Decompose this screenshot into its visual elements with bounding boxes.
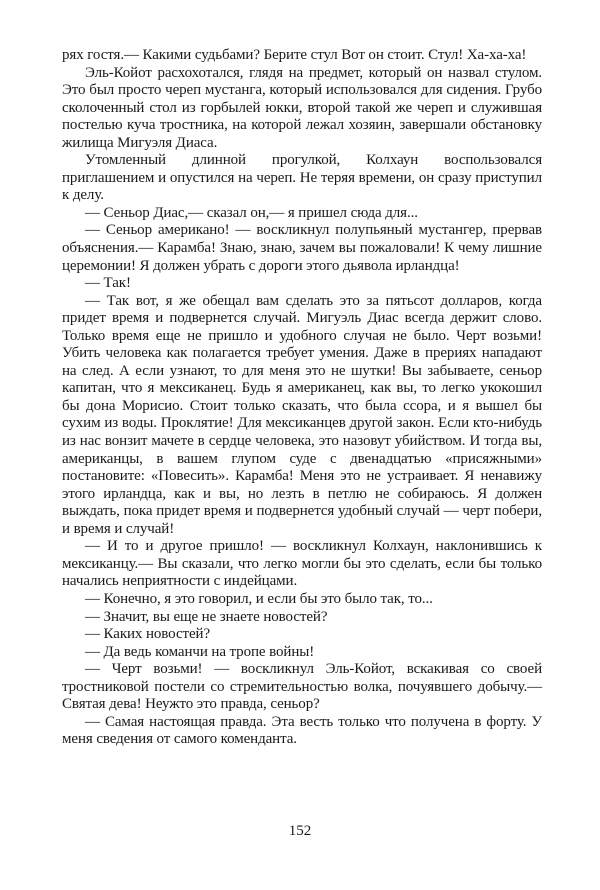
- dialogue-line: — Да ведь команчи на тропе войны!: [85, 643, 315, 660]
- dialogue-line: — Так вот, я же обещал вам сделать это за пятьсот долларов, когда придет время и подвернется случай. Мигуэль Диас всегда держит слово. Только время еще не пришло и удобного случая не было. Черт возьми! Убить человека как полагается требует умения. Даже в прериях нападают на след. А если узнают, то для меня это не шутки! Вы забываете, сеньор капитан, что я мексиканец. Будь я американец, как вы, то легко укокошил бы дона Морисио. Стоит только сказать, что была ссора, и я вышел бы сухим из воды. Проклятие! Для мексиканцев другой закон. Если кто-нибудь из нас вонзит мачете в сердце человека, это назовут убийством. И тогда вы, американцы, в вашем глупом суде с двенадцатью «присяжными» постановите: «Повесить». Карамба! Меня это не устраивает. Я ненавижу этого ирландца, как и вы, но лезть в петлю не собираюсь. Я должен выждать, пока придет время и подвернется удобный случай — черт побери, и время и случай!: [62, 292, 542, 537]
- paragraph-continuation: рях гостя.— Какими судьбами? Берите стул Вот он стоит. Стул! Ха-ха-ха!: [62, 47, 527, 63]
- dialogue-line: — Сеньор Диас,— сказал он,— я пришел сюда для...: [85, 204, 418, 221]
- dialogue-line: — Конечно, я это говорил, и если бы это было так, то...: [85, 590, 433, 607]
- dialogue-line: — Самая настоящая правда. Эта весть только что получена в форту. У меня сведения от самого коменданта.: [62, 713, 542, 748]
- page-number: 152: [288, 823, 312, 839]
- dialogue-line: — Каких новостей?: [85, 626, 211, 643]
- dialogue-line: — И то и другое пришло! — воскликнул Колхаун, наклонившись к мексиканцу.— Вы сказали, что легко могли бы это сделать, если бы только начались неприятности с индейцами.: [62, 538, 542, 590]
- book-page-text: [62, 47, 542, 749]
- dialogue-line: — Так!: [85, 275, 131, 292]
- paragraph-colhoun-sits: Утомленный длинной прогулкой, Колхаун воспользовался приглашением и опустился на череп. Не теряя времени, он сразу приступил к делу.: [62, 152, 542, 204]
- dialogue-line: — Значит, вы еще не знаете новостей?: [85, 608, 328, 625]
- dialogue-line: — Черт возьми! — воскликнул Эль-Койот, вскакивая со своей тростниковой постели со стремительностью волка, почуявшего добычу.— Святая дева! Неужто это правда, сеньор?: [62, 661, 542, 713]
- paragraph-el-koyot-laughs: Эль-Койот расхохотался, глядя на предмет, который он назвал стулом. Это был просто череп мустанга, который использовался для сидения. Грубо сколоченный стол из горбылей юкки, второй такой же череп и служившая постелью куча тростника, на которой лежал хозяин, завершали обстановку жилища Мигуэля Диаса.: [62, 64, 542, 151]
- dialogue-line: — Сеньор американо! — воскликнул полупьяный мустангер, прервав объяснения.— Карамба! Знаю, знаю, зачем вы пожаловали! К чему лишние церемонии! Я должен убрать с дороги этого дьявола ирландца!: [62, 222, 542, 274]
